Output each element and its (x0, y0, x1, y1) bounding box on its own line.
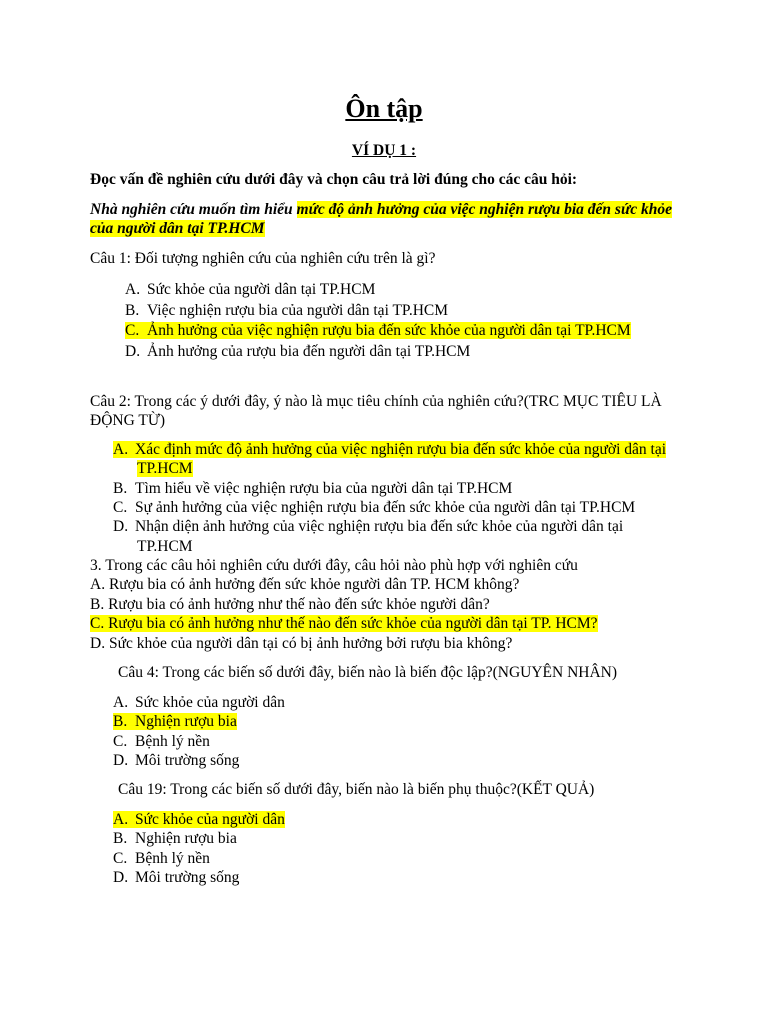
q3-option-d: D. Sức khỏe của người dân tại có bị ảnh hưởng bởi rượu bia không? (90, 635, 513, 652)
problem-prefix: Nhà nghiên cứu muốn tìm hiểu (90, 201, 297, 218)
q19-option-a: A. Sức khỏe của người dân (113, 811, 285, 828)
q2-option-d: D. Nhận diện ảnh hưởng của việc nghiện rượu bia đến sức khỏe của người dân tại (113, 518, 624, 535)
q2-question-line1: Câu 2: Trong các ý dưới đây, ý nào là mục tiêu chính của nghiên cứu?(TRC MỤC TIÊU LÀ (90, 393, 662, 410)
q4-option-a: A. Sức khỏe của người dân (113, 694, 285, 711)
q19-question: Câu 19: Trong các biến số dưới đây, biến nào là biến phụ thuộc?(KẾT QUẢ) (118, 781, 595, 798)
q1-option-b: B. Việc nghiện rượu bia của người dân tại TP.HCM (125, 302, 449, 319)
q4-option-d: D. Môi trường sống (113, 752, 240, 769)
q4-option-b: B. Nghiện rượu bia (113, 713, 237, 730)
q3-option-a: A. Rượu bia có ảnh hưởng đến sức khỏe người dân TP. HCM không? (90, 576, 520, 593)
q19-option-c: C. Bệnh lý nền (113, 850, 210, 867)
page-title: Ôn tập (345, 94, 423, 123)
q3-option-c: C. Rượu bia có ảnh hưởng như thế nào đến sức khỏe của người dân tại TP. HCM? (90, 615, 598, 632)
q2-option-c: C. Sự ảnh hưởng của việc nghiện rượu bia đến sức khỏe của người dân tại TP.HCM (113, 499, 636, 516)
q4-option-c: C. Bệnh lý nền (113, 733, 210, 750)
q1-option-c: C. Ảnh hưởng của việc nghiện rượu bia đến sức khỏe của người dân tại TP.HCM (125, 322, 631, 339)
q4-question: Câu 4: Trong các biến số dưới đây, biến nào là biến độc lập?(NGUYÊN NHÂN) (118, 664, 618, 681)
q2-option-a-cont: TP.HCM (137, 460, 193, 477)
q2-option-d-cont: TP.HCM (137, 538, 193, 555)
q19-option-d: D. Môi trường sống (113, 869, 240, 886)
problem-highlight-2: của người dân tại TP.HCM (90, 220, 265, 237)
q3-question: 3. Trong các câu hỏi nghiên cứu dưới đây, câu hỏi nào phù hợp với nghiên cứu (90, 557, 578, 574)
research-problem-line1 (90, 200, 672, 220)
q3-option-b: B. Rượu bia có ảnh hưởng như thế nào đến sức khỏe người dân? (90, 596, 490, 613)
page-subtitle: VÍ DỤ 1 : (351, 142, 417, 159)
q2-option-a: A. Xác định mức độ ảnh hưởng của việc nghiện rượu bia đến sức khỏe của người dân tại (113, 441, 667, 458)
q2-option-b: B. Tìm hiểu về việc nghiện rượu bia của người dân tại TP.HCM (113, 480, 513, 497)
q2-question-line2: ĐỘNG TỪ) (90, 412, 166, 429)
q1-option-d: D. Ảnh hưởng của rượu bia đến người dân tại TP.HCM (125, 343, 471, 360)
q19-option-b: B. Nghiện rượu bia (113, 830, 237, 847)
q1-option-a: A. Sức khỏe của người dân tại TP.HCM (125, 281, 376, 298)
problem-highlight-1: mức độ ảnh hưởng của việc nghiện rượu bia đến sức khỏe (296, 201, 672, 218)
q1-question: Câu 1: Đối tượng nghiên cứu của nghiên cứu trên là gì? (90, 250, 436, 267)
research-problem-line2 (90, 219, 265, 239)
instruction-text: Đọc vấn đề nghiên cứu dưới đây và chọn câu trả lời đúng cho các câu hỏi: (90, 171, 578, 188)
